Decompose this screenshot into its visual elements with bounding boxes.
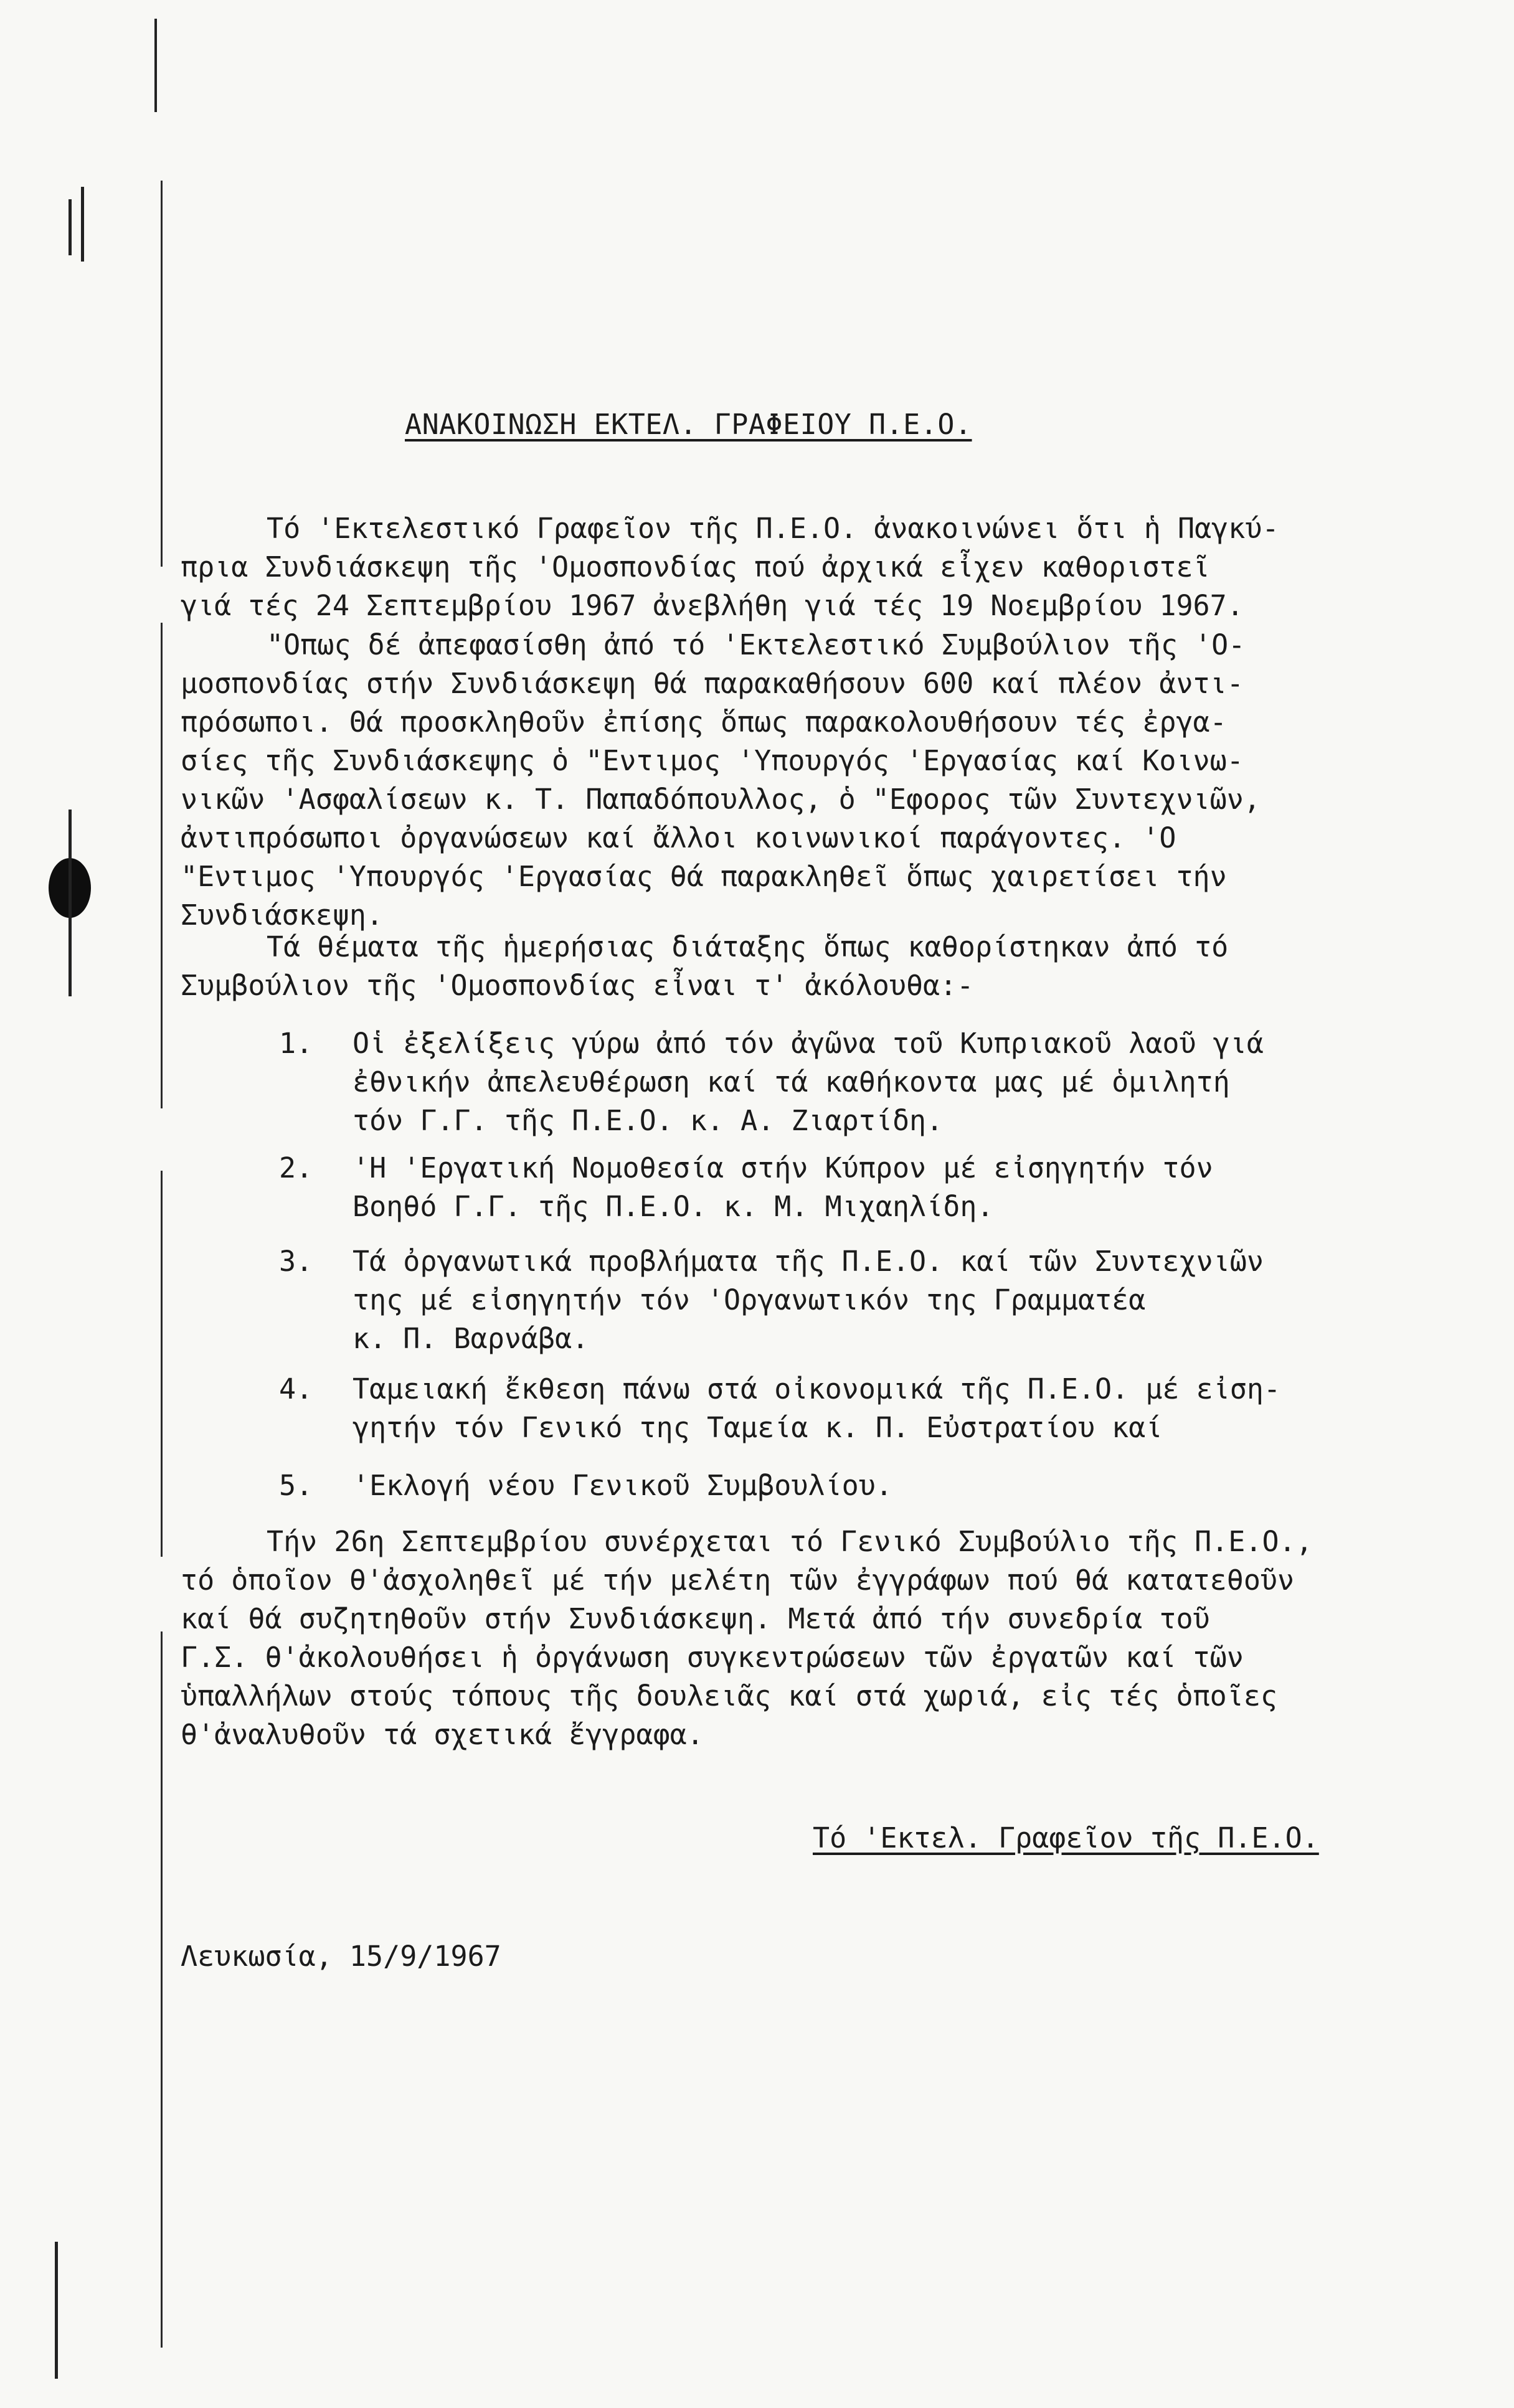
binding-mark <box>161 181 163 567</box>
item-body <box>352 1466 892 1505</box>
binding-mark <box>161 1171 163 1557</box>
item-number: 1. <box>279 1027 313 1060</box>
paragraph-line: πρια Συνδιάσκεψη τῆς 'Ομοσπονδίας πού ἀρχικά εἶχεν καθοριστεῖ <box>181 550 1210 583</box>
item-body <box>352 1149 1213 1226</box>
place-date: Λευκωσία, 15/9/1967 <box>181 1940 501 1973</box>
item-line: τόν Γ.Γ. τῆς Π.Ε.Ο. κ. Α. Ζιαρτίδη. <box>352 1104 944 1137</box>
scan-edge-mark <box>69 199 72 255</box>
item-line: 'Εκλογή νέου Γενικοῦ Συμβουλίου. <box>352 1469 892 1502</box>
binding-mark <box>161 1631 163 2348</box>
paragraph-2 <box>267 626 1512 664</box>
paragraph-line: "Οπως δέ ἀπεφασίσθη ἀπό τό 'Εκτελεστικό Συμβούλιον τῆς 'Ο- <box>267 628 1246 661</box>
item-line: Ταμειακή ἔκθεση πάνω στά οἰκονομικά τῆς Π.Ε.Ο. μέ εἰση- <box>352 1372 1281 1405</box>
item-line: Βοηθό Γ.Γ. τῆς Π.Ε.Ο. κ. Μ. Μιχαηλίδη. <box>352 1190 994 1223</box>
binding-mark <box>161 623 163 1108</box>
paragraph-2-continued <box>181 664 1426 935</box>
item-line: Οἱ ἐξελίξεις γύρω ἀπό τόν ἀγῶνα τοῦ Κυπριακοῦ λαοῦ γιά <box>352 1027 1264 1060</box>
paragraph-line: τό ὁποῖον θ'ἀσχοληθεῖ μέ τήν μελέτη τῶν ἐγγράφων πού θά κατατεθοῦν <box>181 1564 1295 1597</box>
item-number: 5. <box>279 1469 313 1502</box>
paragraph-line: σίες τῆς Συνδιάσκεψης ὁ "Εντιμος 'Υπουργός 'Εργασίας καί Κοινω- <box>181 744 1244 777</box>
item-line: κ. Π. Βαρνάβα. <box>352 1322 589 1355</box>
paragraph-line: νικῶν 'Ασφαλίσεων κ. Τ. Παπαδόπουλλος, ὁ "Εφορος τῶν Συντεχνιῶν, <box>181 783 1261 816</box>
scan-edge-mark <box>154 19 157 112</box>
paragraph-line: μοσπονδίας στήν Συνδιάσκεψη θά παρακαθήσουν 600 καί πλέον ἀντι- <box>181 667 1244 700</box>
paragraph-line: ἀντιπρόσωποι ὀργανώσεων καί ἄλλοι κοινωνικοί παράγοντες. 'Ο <box>181 821 1176 854</box>
item-number: 4. <box>279 1372 313 1405</box>
item-line: 'Η 'Εργατική Νομοθεσία στήν Κύπρον μέ εἰσηγητήν τόν <box>352 1151 1213 1184</box>
signature-line: Τό 'Εκτελ. Γραφεῖον τῆς Π.Ε.Ο. <box>813 1821 1319 1854</box>
paragraph-4 <box>267 1523 1512 1561</box>
item-line: της μέ εἰσηγητήν τόν 'Οργανωτικόν της Γραμματέα <box>352 1283 1146 1316</box>
paragraph-line: γιά τές 24 Σεπτεμβρίου 1967 ἀνεβλήθη γιά τές 19 Νοεμβρίου 1967. <box>181 589 1244 622</box>
paragraph-line: Γ.Σ. θ'ἀκολουθήσει ἡ ὀργάνωση συγκεντρώσεων τῶν ἐργατῶν καί τῶν <box>181 1641 1244 1674</box>
paragraph-line: Συνδιάσκεψη. <box>181 899 384 932</box>
paragraph-line: καί θά συζητηθοῦν στήν Συνδιάσκεψη. Μετά ἀπό τήν συνεδρία τοῦ <box>181 1602 1210 1635</box>
item-body <box>352 1242 1264 1358</box>
paragraph-line: Τό 'Εκτελεστικό Γραφεῖον τῆς Π.Ε.Ο. ἀνακοινώνει ὅτι ἡ Παγκύ- <box>267 512 1279 545</box>
document-title: ΑΝΑΚΟΙΝΩΣΗ ΕΚΤΕΛ. ΓΡΑΦΕΙΟΥ Π.Ε.Ο. <box>405 408 972 441</box>
paragraph-3 <box>267 928 1512 966</box>
paragraph-line: ὑπαλλήλων στούς τόπους τῆς δουλειᾶς καί στά χωριά, εἰς τές ὁποῖες <box>181 1679 1277 1712</box>
paragraph-3-continued <box>181 966 1426 1005</box>
item-line: Τά ὀργανωτικά προβλήματα τῆς Π.Ε.Ο. καί τῶν Συντεχνιῶν <box>352 1245 1264 1278</box>
scan-edge-mark <box>81 187 84 262</box>
item-body <box>352 1370 1280 1447</box>
item-line: γητήν τόν Γενικό της Ταμεία κ. Π. Εὐστρατίου καί <box>352 1411 1163 1444</box>
item-number: 3. <box>279 1245 313 1278</box>
paragraph-line: πρόσωποι. Θά προσκληθοῦν ἐπίσης ὅπως παρακολουθήσουν τές ἐργα- <box>181 706 1227 739</box>
paragraph-1-continued <box>181 548 1426 625</box>
paragraph-4-continued <box>181 1561 1426 1754</box>
scan-edge-mark <box>69 810 72 996</box>
item-line: ἐθνικήν ἀπελευθέρωση καί τά καθήκοντα μας μέ ὁμιλητή <box>352 1065 1230 1098</box>
paragraph-line: "Εντιμος 'Υπουργός 'Εργασίας θά παρακληθεῖ ὅπως χαιρετίσει τήν <box>181 860 1227 893</box>
paragraph-1 <box>267 509 1512 548</box>
item-number: 2. <box>279 1151 313 1184</box>
paragraph-line: θ'ἀναλυθοῦν τά σχετικά ἔγγραφα. <box>181 1718 704 1751</box>
paragraph-line: Τά θέματα τῆς ἡμερήσιας διάταξης ὅπως καθορίστηκαν ἀπό τό <box>267 930 1229 963</box>
scan-edge-mark <box>55 2242 58 2379</box>
item-body <box>352 1024 1264 1140</box>
paragraph-line: Συμβούλιον τῆς 'Ομοσπονδίας εἶναι τ' ἀκόλουθα:- <box>181 969 974 1002</box>
paragraph-line: Τήν 26η Σεπτεμβρίου συνέρχεται τό Γενικό Συμβούλιο τῆς Π.Ε.Ο., <box>267 1525 1313 1558</box>
